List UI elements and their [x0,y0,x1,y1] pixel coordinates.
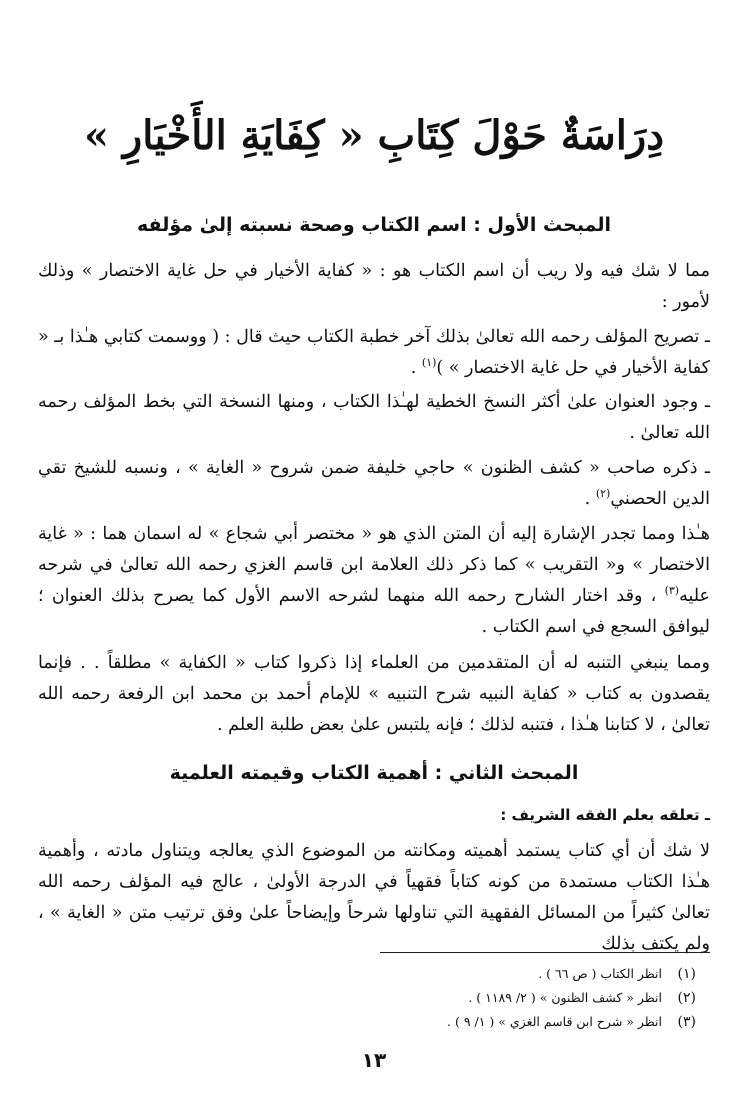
paragraph-5 [38,519,710,643]
paragraph-5-text-b: ، وقد اختار الشارح رحمه الله منهما لشرحه الاسم الأول كما يصرح بذلك العنوان ؛ ليوافق السجع في اسم الكتاب . [38,586,710,637]
page-title: دِرَاسَةٌ حَوْلَ كِتَابِ « كِفَايَةِ الأَخْيَارِ » [84,112,664,159]
footnote-3 [447,1010,696,1034]
paragraph-1 [38,256,710,318]
footnote-ref-1[interactable]: (١) [421,356,437,370]
book-page [38,0,710,1105]
footnote-ref-2[interactable]: (٢) [595,487,611,501]
paragraph-3-text: ـ وجود العنوان علىٰ أكثر النسخ الخطية لهـٰذا الكتاب ، ومنها النسخة التي بخط المؤلف رحمه الله تعالىٰ . [38,392,710,443]
subheading: ـ تعلقه بعلم الفقه الشريف : [500,806,710,824]
paragraph-3 [38,387,710,449]
footnote-ref-3[interactable]: (٣) [664,584,680,598]
paragraph-5-text-a: هـٰذا ومما تجدر الإشارة إليه أن المتن الذي هو « مختصر أبي شجاع » له اسمان هما : « غاية الاختصار » و« التقريب » كما ذكر ذلك العلامة ابن قاسم الغزي رحمه الله تعالىٰ في شرحه عليه [38,524,710,606]
footnote-divider [380,952,710,953]
paragraph-7 [38,836,710,960]
footnote-text: انظر الكتاب ( ص ٦٦ ) . [538,966,662,981]
paragraph-4 [38,453,710,515]
footnote-number: (٢) [677,990,696,1006]
footnote-number: (٣) [677,1014,696,1030]
paragraph-2-text: ـ تصريح المؤلف رحمه الله تعالىٰ بذلك آخر خطبة الكتاب حيث قال : ( ووسمت كتابي هـٰذا بـ « كفاية الأخيار في حل غاية الاختصار » ) [38,327,710,378]
paragraph-2-end: . [410,358,422,378]
footnote-text: انظر « شرح ابن قاسم الغزي » ( ١/ ٩ ) . [447,1014,662,1029]
footnote-number: (١) [677,966,696,982]
footnotes [447,962,696,1034]
page-number: ١٣ [361,1048,387,1072]
footnote-text: انظر « كشف الظنون » ( ٢/ ١١٨٩ ) . [468,990,662,1005]
paragraph-4-end: . [584,489,596,509]
paragraph-7-text: لا شك أن أي كتاب يستمد أهميته ومكانته من الموضوع الذي يعالجه ويتناول مادته ، وأهمية هـٰذا الكتاب مستمدة من كونه كتاباً فقهياً في الدرجة الأولىٰ ، عالج فيه المؤلف رحمه الله تعالىٰ كثيراً من المسائل الفقهية التي تناولها شرحاً وإيضاحاً علىٰ وفق ترتيب متن « الغاية » ، ولم يكتف بذلك [38,841,710,954]
paragraph-2 [38,322,710,384]
footnote-1 [447,962,696,986]
footnote-2 [447,986,696,1010]
section-heading-1: المبحث الأول : اسم الكتاب وصحة نسبته إلىٰ مؤلفه [137,214,611,236]
paragraph-6-text: ومما ينبغي التنبه له أن المتقدمين من العلماء إذا ذكروا كتاب « الكفاية » مطلقاً . . فإنما يقصدون به كتاب « كفاية النبيه شرح التنبيه » للإمام أحمد بن محمد ابن الرفعة رحمه الله تعالىٰ ، لا كتابنا هـٰذا ، فتنبه لذلك ؛ فإنه يلتبس علىٰ بعض طلبة العلم . [38,653,710,735]
section-heading-2: المبحث الثاني : أهمية الكتاب وقيمته العلمية [169,762,579,784]
paragraph-4-text: ـ ذكره صاحب « كشف الظنون » حاجي خليفة ضمن شروح « الغاية » ، ونسبه للشيخ تقي الدين الحصني [38,458,710,509]
paragraph-1-text: مما لا شك فيه ولا ريب أن اسم الكتاب هو : « كفاية الأخيار في حل غاية الاختصار » وذلك لأمور : [38,261,710,312]
paragraph-6 [38,648,710,741]
